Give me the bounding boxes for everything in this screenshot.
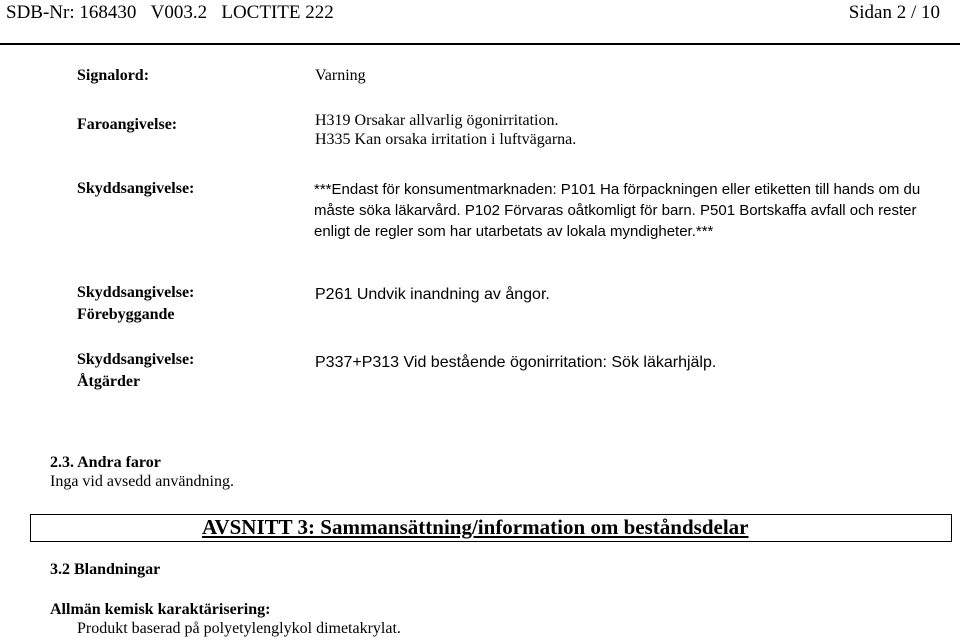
other-hazards-heading: 2.3. Andra faror (50, 454, 161, 471)
hazard-statement-h335: H335 Kan orsaka irritation i luftvägarna. (315, 131, 577, 148)
document-header-left (6, 2, 334, 24)
page-number: Sidan 2 / 10 (848, 2, 940, 23)
section-3-title: AVSNITT 3: Sammansättning/information om beståndsdelar (202, 515, 749, 539)
general-characterization-label: Allmän kemisk karaktärisering: (50, 601, 271, 618)
sds-number: SDB-Nr: 168430 (6, 2, 137, 23)
prevention-label: Skyddsangivelse: (77, 284, 195, 301)
response-value: P337+P313 Vid bestående ögonirritation: Sök läkarhjälp. (315, 354, 717, 371)
hazard-statement-h319: H319 Orsakar allvarlig ögonirritation. (315, 112, 559, 129)
precaution-label: Skyddsangivelse: (77, 180, 195, 197)
response-label: Skyddsangivelse: (77, 351, 195, 368)
prevention-sublabel: Förebyggande (77, 306, 175, 323)
hazard-label: Faroangivelse: (77, 116, 178, 133)
signal-word-value: Varning (315, 67, 366, 84)
version: V003.2 (150, 2, 208, 23)
prevention-value: P261 Undvik inandning av ångor. (315, 286, 550, 303)
header-divider (0, 43, 960, 45)
mixtures-subheading: 3.2 Blandningar (50, 561, 161, 578)
general-characterization-text: Produkt baserad på polyetylenglykol dimetakrylat. (77, 620, 401, 637)
signal-word-label: Signalord: (77, 67, 150, 84)
product-name: LOCTITE 222 (221, 2, 334, 23)
precaution-text: ***Endast för konsumentmarknaden: P101 Ha förpackningen eller etiketten till hands om du måste söka läkarvård. P102 Förvaras oåtkomligt för barn. P501 Bortskaffa avfall och rester enligt de regler som har utarbetats av lokala myndigheter.*** (314, 181, 921, 240)
other-hazards-text: Inga vid avsedd användning. (50, 473, 234, 490)
response-sublabel: Åtgärder (77, 373, 141, 390)
